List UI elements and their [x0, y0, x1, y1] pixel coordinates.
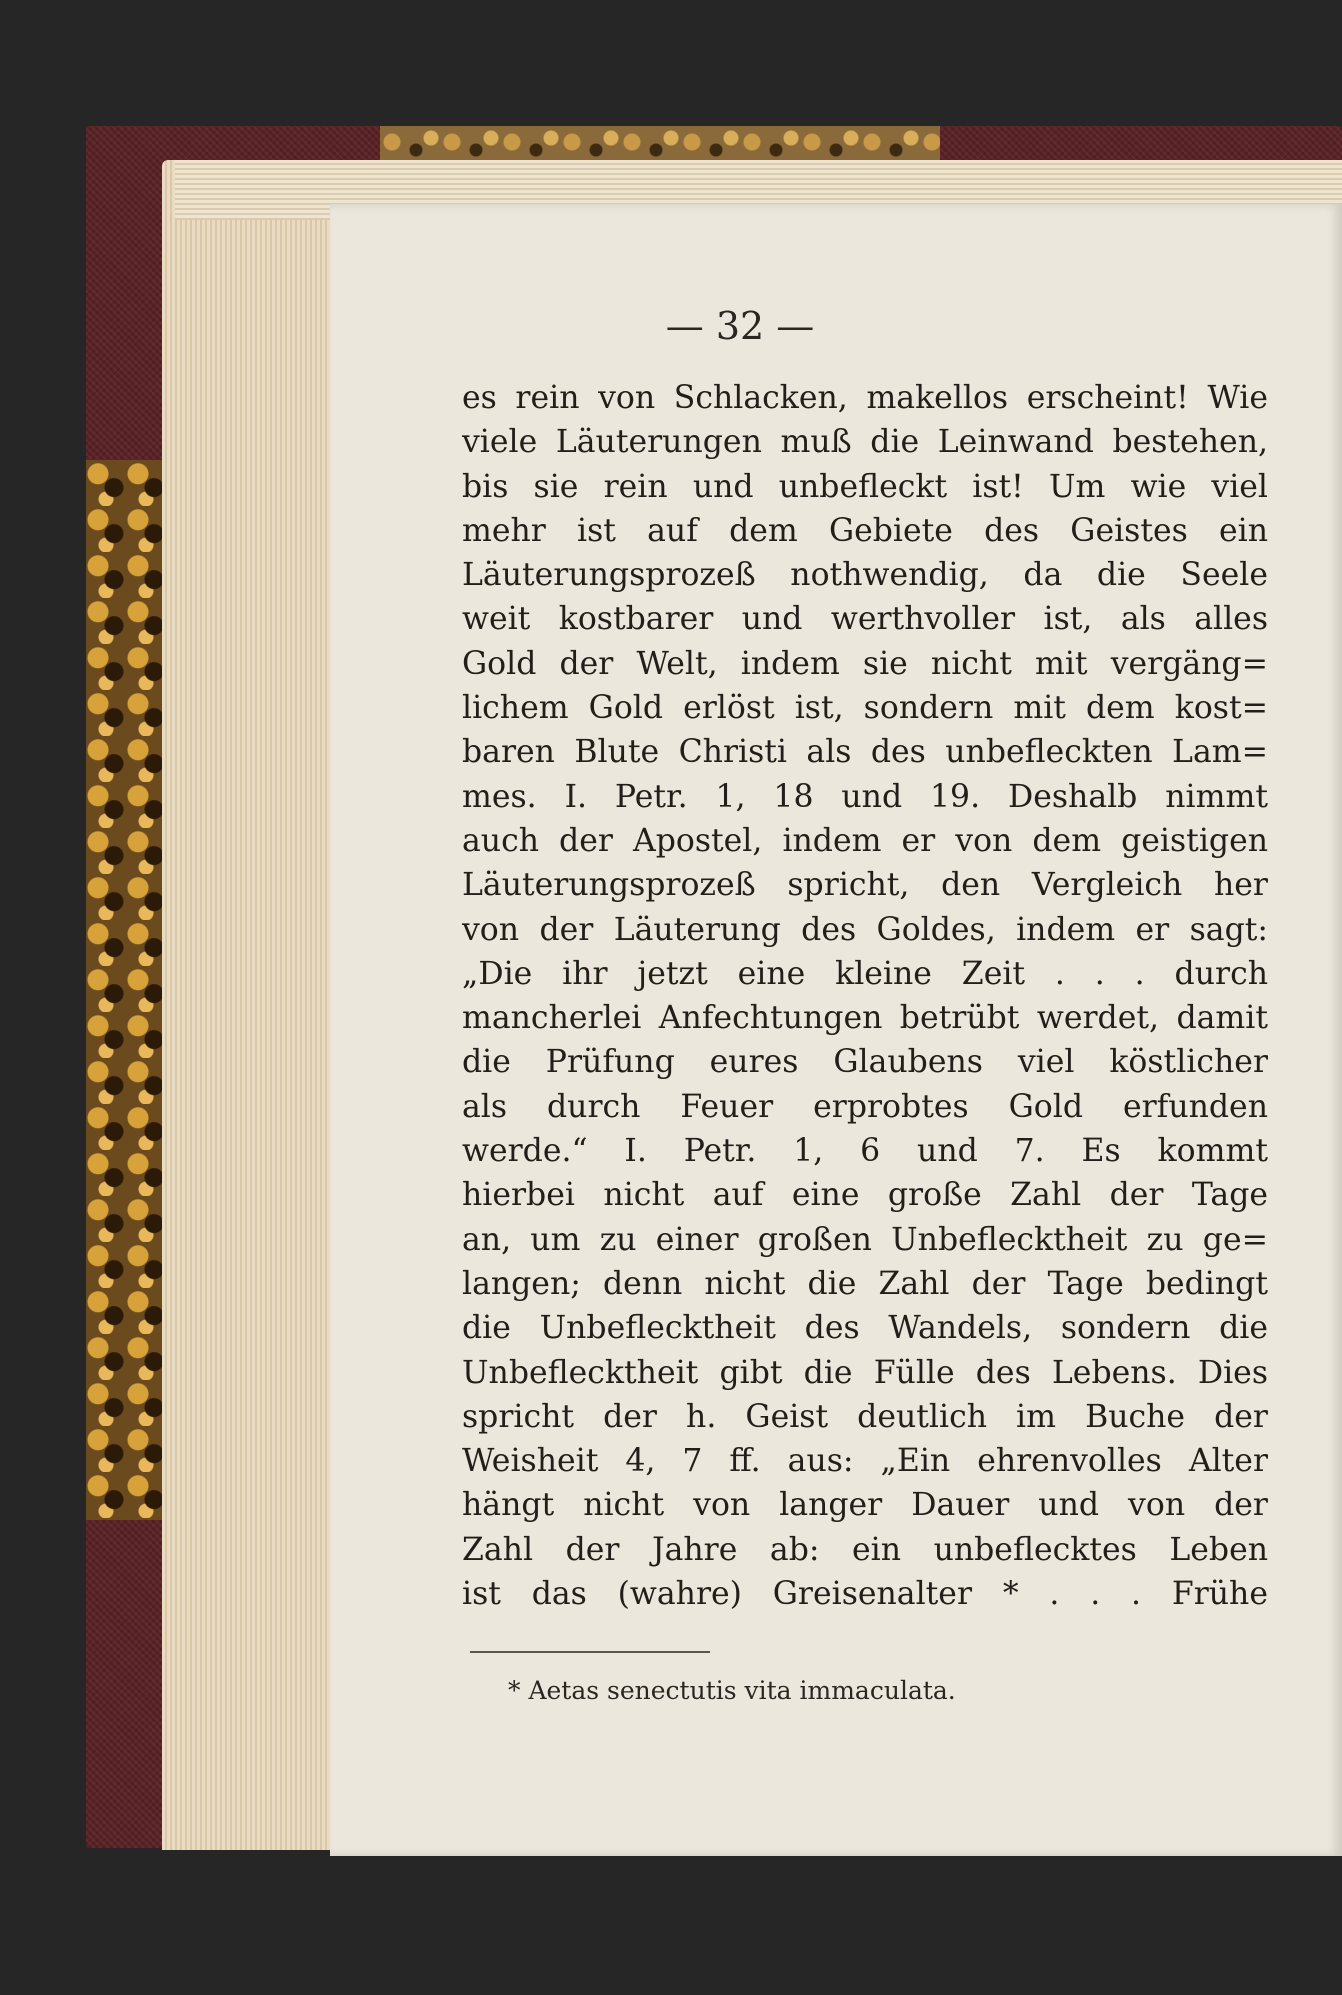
text-line: von der Läuterung des Goldes, indem er sagt:: [462, 911, 1268, 948]
text-line: auch der Apostel, indem er von dem geistigen: [462, 822, 1268, 859]
text-line: hängt nicht von langer Dauer und von der: [462, 1487, 1268, 1524]
text-line: Läuterungsprozeß spricht, den Vergleich her: [462, 867, 1268, 904]
book-page: [330, 204, 1342, 1856]
page-number: — 32 —: [665, 304, 815, 348]
text-line: mes. I. Petr. 1, 18 und 19. Deshalb nimmt: [462, 778, 1268, 815]
text-line: werde.“ I. Petr. 1, 6 und 7. Es kommt: [462, 1133, 1268, 1170]
text-line: Zahl der Jahre ab: ein unbeflecktes Leben: [462, 1531, 1268, 1568]
page-edges: [162, 160, 352, 1850]
text-line: lichem Gold erlöst ist, sondern mit dem kost=: [462, 690, 1268, 727]
text-line: „Die ihr jetzt eine kleine Zeit . . . durch: [462, 955, 1268, 992]
text-line: an, um zu einer großen Unbeflecktheit zu ge=: [462, 1221, 1268, 1258]
page-text: [462, 376, 1268, 1616]
text-line: Weisheit 4, 7 ff. aus: „Ein ehrenvolles Alter: [462, 1443, 1268, 1480]
text-line: Läuterungsprozeß nothwendig, da die Seele: [462, 557, 1268, 594]
text-line: Gold der Welt, indem sie nicht mit vergäng=: [462, 645, 1268, 682]
text-line: spricht der h. Geist deutlich im Buche der: [462, 1398, 1268, 1435]
footnote: * Aetas senectutis vita immaculata.: [508, 1676, 956, 1705]
text-line: als durch Feuer erprobtes Gold erfunden: [462, 1088, 1268, 1125]
text-line: viele Läuterungen muß die Leinwand bestehen,: [462, 424, 1268, 461]
text-line: mehr ist auf dem Gebiete des Geistes ein: [462, 512, 1268, 549]
text-line: weit kostbarer und werthvoller ist, als alles: [462, 601, 1268, 638]
text-line: baren Blute Christi als des unbefleckten Lam=: [462, 734, 1268, 771]
text-line: die Prüfung eures Glaubens viel köstlicher: [462, 1044, 1268, 1081]
marbled-paper-side: [86, 460, 164, 1520]
text-line: bis sie rein und unbefleckt ist! Um wie viel: [462, 468, 1268, 505]
text-line: Unbeflecktheit gibt die Fülle des Lebens. Dies: [462, 1354, 1268, 1391]
text-line: ist das (wahre) Greisenalter * . . . Frühe: [462, 1576, 1268, 1613]
text-line: es rein von Schlacken, makellos erscheint! Wie: [462, 380, 1268, 416]
footnote-divider: [470, 1651, 710, 1653]
text-line: mancherlei Anfechtungen betrübt werdet, damit: [462, 1000, 1268, 1037]
text-line: hierbei nicht auf eine große Zahl der Tage: [462, 1177, 1268, 1214]
text-line: die Unbeflecktheit des Wandels, sondern die: [462, 1310, 1268, 1347]
text-line: langen; denn nicht die Zahl der Tage bedingt: [462, 1265, 1268, 1302]
